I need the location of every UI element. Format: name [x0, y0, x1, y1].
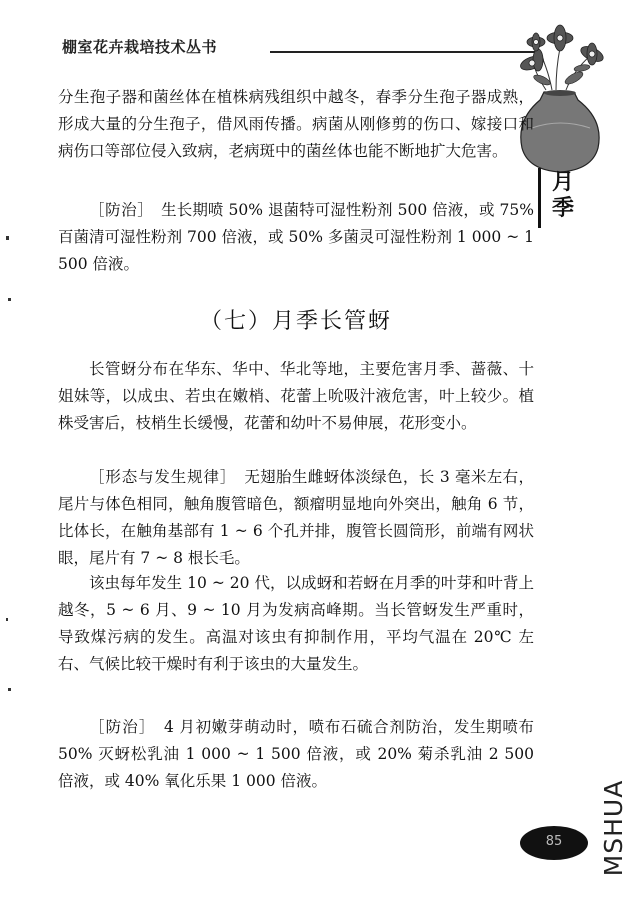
control-paragraph-text-2 [58, 714, 534, 795]
prev-section-control-paragraph [58, 197, 534, 278]
watermark-text: MSHUA [599, 779, 628, 877]
control-text-2: 4 月初嫩芽萌动时，喷布石硫合剂防治，发生期喷布 50% 灭蚜松乳油 1 000 ~ 1 500 倍液，或 20% 菊杀乳油 2 500 倍液，或 40% 氧化乐果 1 000 倍液。 [58, 718, 534, 790]
scan-speck [8, 688, 11, 691]
morphology-paragraph [58, 464, 534, 572]
lifecycle-paragraph [58, 570, 534, 678]
page-number: 85 [545, 834, 563, 849]
scan-speck [8, 298, 11, 301]
scan-speck [6, 618, 8, 621]
prev-section-paragraph [58, 84, 534, 165]
header-rule [270, 51, 535, 53]
page-number-badge [520, 826, 588, 860]
chapter-side-tab-label: 月季 [551, 170, 574, 221]
paragraph-text: 分生孢子器和菌丝体在植株病残组织中越冬，春季分生孢子器成熟，形成大量的分生孢子，借风雨传播。病菌从刚修剪的伤口、嫁接口和病伤口等部位侵入致病，老病斑中的菌丝体也能不断地扩大危害。 [58, 88, 534, 160]
morphology-paragraph-text [58, 464, 534, 572]
control-paragraph [58, 714, 534, 795]
control-paragraph-text [58, 197, 534, 278]
scan-speck [6, 236, 9, 240]
morphology-text: 无翅胎生雌蚜体淡绿色，长 3 毫米左右，尾片与体色相同，触角腹管暗色，额瘤明显地向外突出，触角 6 节，比体长，在触角基部有 1 ~ 6 个孔并排，腹管长圆筒形，前端有网状眼，尾片有 7 ~ 8 根长毛。 [58, 468, 534, 567]
control-tag-2: ［防治］ [89, 718, 148, 736]
section-heading: （七）月季长管蚜 [199, 309, 392, 334]
morphology-tag: ［形态与发生规律］ [89, 468, 229, 486]
control-tag: ［防治］ [89, 201, 146, 219]
control-text: 生长期喷 50% 退菌特可湿性粉剂 500 倍液，或 75% 百菌清可湿性粉剂 700 倍液，或 50% 多菌灵可湿性粉剂 1 000 ~ 1 500 倍液。 [58, 201, 534, 273]
lifecycle-text: 该虫每年发生 10 ~ 20 代，以成蚜和若蚜在月季的叶芽和叶背上越冬，5 ~ 6 月、9 ~ 10 月为发病高峰期。当长管蚜发生严重时，导致煤污病的发生。高温对该虫有抑制作用，平均气温在 20℃ 左右、气候比较干燥时有利于该虫的大量发生。 [58, 574, 534, 673]
chapter-side-tab [538, 168, 591, 228]
intro-paragraph [58, 356, 534, 437]
watermark [596, 770, 636, 888]
intro-text: 长管蚜分布在华东、华中、华北等地，主要危害月季、蔷薇、十姐妹等，以成虫、若虫在嫩梢、花蕾上吮吸汁液危害，叶上较少。植株受害后，枝梢生长缓慢，花蕾和幼叶不易伸展，花形变小。 [58, 360, 534, 432]
series-title: 棚室花卉栽培技术丛书 [62, 38, 218, 56]
